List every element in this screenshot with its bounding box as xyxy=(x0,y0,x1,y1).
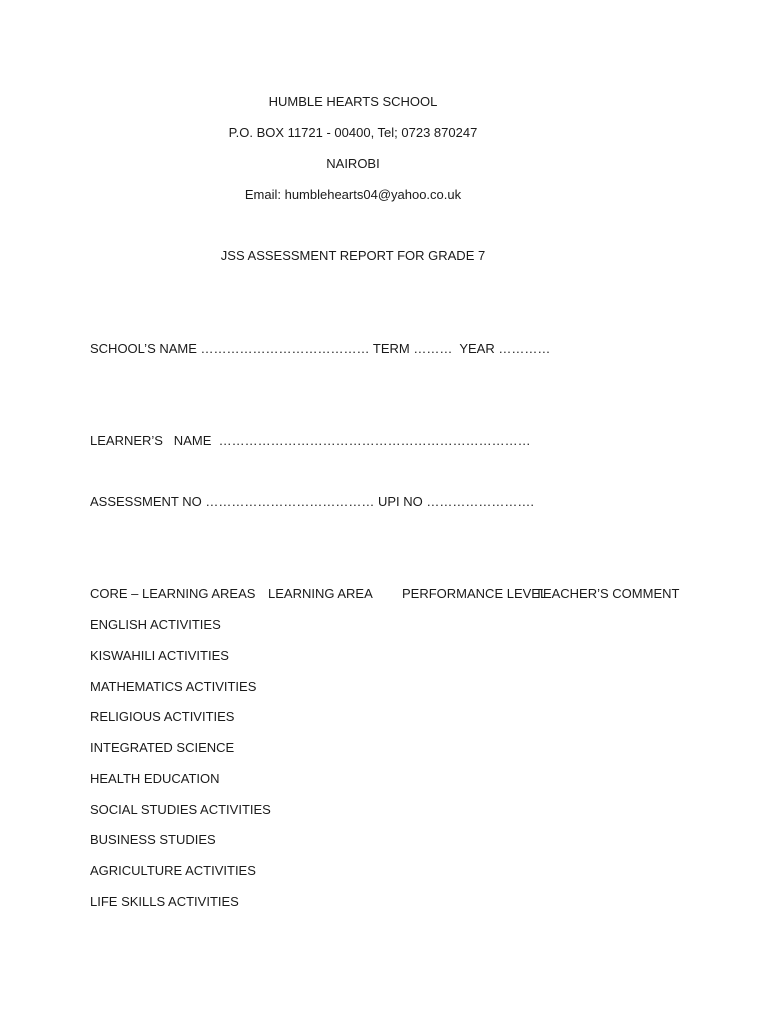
list-item: SOCIAL STUDIES ACTIVITIES xyxy=(90,802,271,817)
list-item: LIFE SKILLS ACTIVITIES xyxy=(90,894,239,909)
header-core-learning-areas: CORE – LEARNING AREAS xyxy=(90,586,256,601)
list-item: AGRICULTURE ACTIVITIES xyxy=(90,863,256,878)
list-item: HEALTH EDUCATION xyxy=(90,771,220,786)
header-teachers-comment: TEACHER’S COMMENT xyxy=(535,586,680,601)
list-item: RELIGIOUS ACTIVITIES xyxy=(90,709,235,724)
list-item: BUSINESS STUDIES xyxy=(90,832,216,847)
email-address: Email: humblehearts04@yahoo.co.uk xyxy=(244,187,462,202)
school-term-year-field: SCHOOL’S NAME ………………………………… TERM ……… YEAR ………… xyxy=(90,341,551,356)
learner-name-field: LEARNER’S NAME ……………………………………………………………… xyxy=(90,433,531,448)
header-performance-level: PERFORMANCE LEVEL xyxy=(402,586,548,601)
header-learning-area: LEARNING AREA xyxy=(268,586,373,601)
list-item: ENGLISH ACTIVITIES xyxy=(90,617,221,632)
list-item: MATHEMATICS ACTIVITIES xyxy=(90,679,257,694)
report-title: JSS ASSESSMENT REPORT FOR GRADE 7 xyxy=(220,248,486,263)
postal-address: P.O. BOX 11721 - 00400, Tel; 0723 870247 xyxy=(228,125,478,140)
school-name-heading: HUMBLE HEARTS SCHOOL xyxy=(268,94,438,109)
city: NAIROBI xyxy=(326,156,380,171)
list-item: KISWAHILI ACTIVITIES xyxy=(90,648,229,663)
assessment-upi-field: ASSESSMENT NO ………………………………… UPI NO ……………………. xyxy=(90,494,534,509)
list-item: INTEGRATED SCIENCE xyxy=(90,740,235,755)
